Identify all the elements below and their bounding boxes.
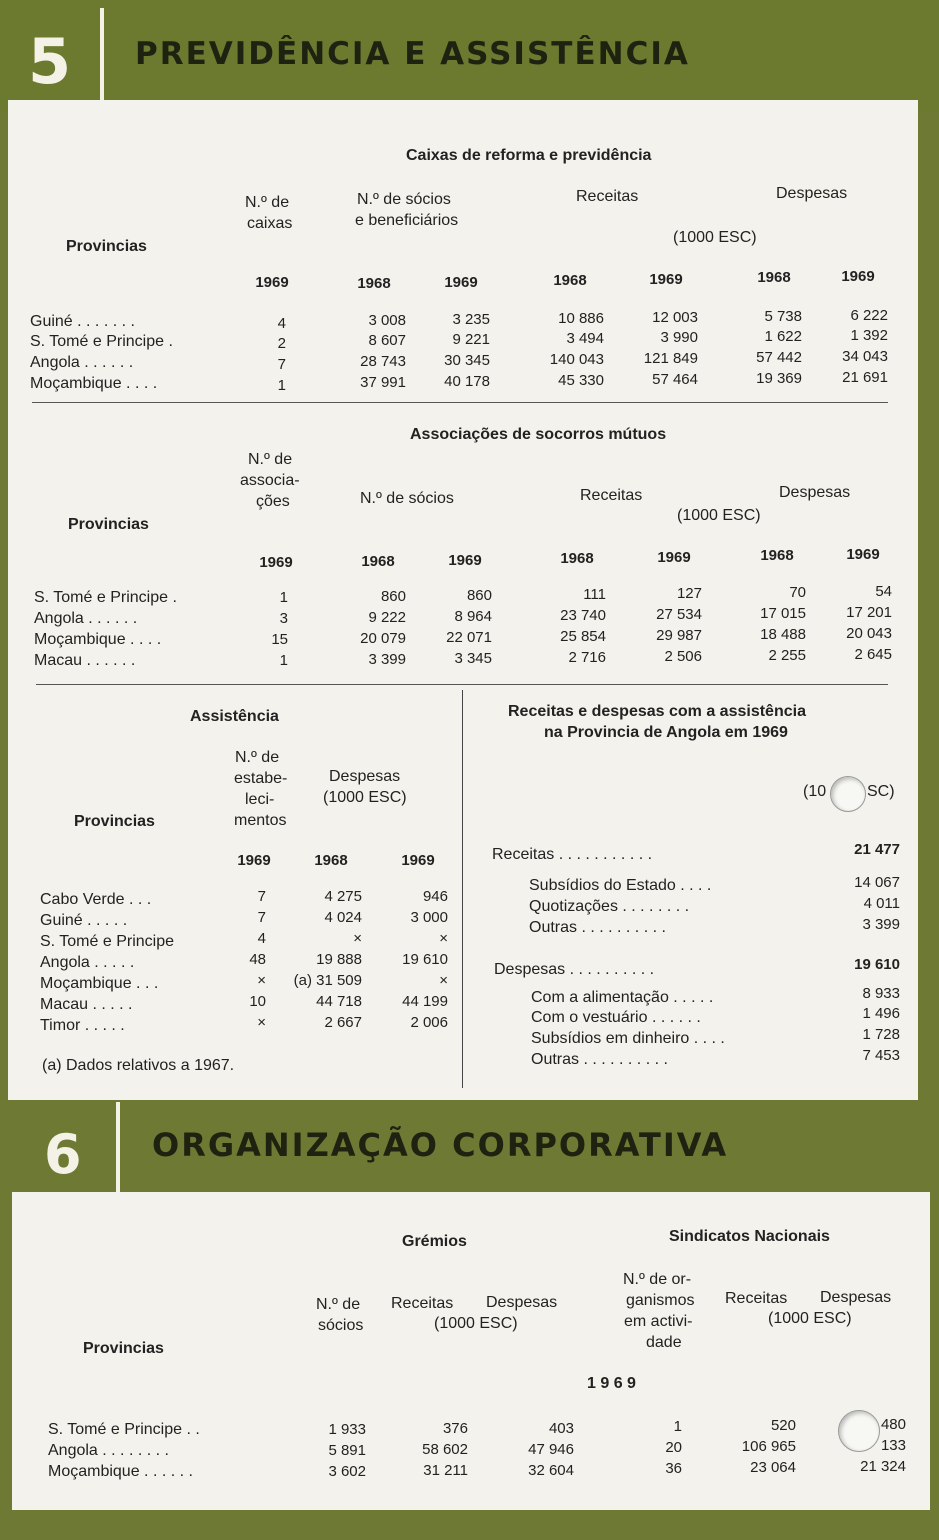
table-cell: 1 (279, 589, 288, 606)
line-item-value: 8 933 (862, 985, 900, 1002)
table-cell: 2 (277, 335, 286, 352)
punch-hole (838, 1410, 880, 1452)
year-label: 1969 (237, 852, 271, 869)
table-cell: 54 (875, 583, 892, 600)
table-cell: 44 199 (402, 993, 448, 1010)
province-name: Guiné . . . . . . . (30, 313, 135, 330)
section-5-title: PREVIDÊNCIA E ASSISTÊNCIA (135, 36, 690, 72)
table-cell: 44 718 (316, 993, 362, 1010)
corp-header-organismos-3: em activi- (624, 1313, 693, 1330)
corp-header-despesas-2: Despesas (820, 1289, 892, 1306)
table-cell: 7 (257, 888, 266, 905)
line-item-label: Subsídios do Estado . . . . (529, 877, 712, 894)
line-item-label: Outras . . . . . . . . . . (531, 1051, 668, 1068)
receitas-total: 21 477 (854, 841, 900, 858)
table-cell: 2 645 (854, 646, 892, 663)
table-cell: × (257, 1014, 266, 1031)
line-item-value: 14 067 (854, 874, 900, 891)
table-cell: 34 043 (842, 348, 888, 365)
table-cell: 12 003 (652, 309, 698, 326)
table-cell: 4 024 (324, 909, 362, 926)
table-cell: × (439, 972, 448, 989)
line-item-value: 3 399 (862, 916, 900, 933)
province-name: Moçambique . . . (40, 975, 159, 992)
caixas-title: Caixas de reforma e previdência (406, 147, 652, 164)
table-cell: 20 (665, 1439, 682, 1456)
table-cell: 32 604 (528, 1462, 574, 1479)
province-name: Guiné . . . . . (40, 912, 128, 929)
year-label: 1969 (649, 271, 683, 288)
caixas-header-unit: (1000 ESC) (673, 229, 757, 246)
year-label: 1969 (841, 268, 875, 285)
table-cell: 3 494 (566, 330, 604, 347)
year-label: 1969 (401, 852, 435, 869)
angola-title: Receitas e despesas com a assistência (508, 703, 806, 720)
table-cell: 7 (277, 356, 286, 373)
table-cell: 121 849 (643, 350, 698, 367)
table-cell: 31 211 (423, 1462, 468, 1479)
table-cell: 5 738 (764, 308, 802, 325)
table-cell: 3 990 (660, 329, 698, 346)
year-label: 1968 (314, 852, 348, 869)
table-cell: 3 008 (368, 312, 406, 329)
province-name: Macau . . . . . . (34, 652, 136, 669)
assoc-header-provincias: Provincias (68, 516, 149, 533)
table-cell: 2 255 (768, 647, 806, 664)
table-cell: 22 071 (446, 629, 492, 646)
table-cell: 30 345 (444, 352, 490, 369)
table-cell: 36 (665, 1460, 682, 1477)
province-name: S. Tomé e Principe . (30, 333, 173, 350)
caixas-header-ncaixas-2: caixas (247, 215, 293, 232)
table-cell: 2 667 (324, 1014, 362, 1031)
corp-header-organismos: N.º de or- (623, 1271, 692, 1288)
year-label: 1968 (760, 547, 794, 564)
table-cell: 40 178 (444, 373, 490, 390)
table-cell: 1 (277, 377, 286, 394)
corp-header-socios: N.º de (316, 1296, 361, 1313)
assoc-header-unit: (1000 ESC) (677, 507, 761, 524)
assoc-header-receitas: Receitas (580, 487, 643, 504)
corp-header-despesas: Despesas (486, 1294, 558, 1311)
table-cell: 3 399 (368, 651, 406, 668)
caixas-header-ncaixas: N.º de (245, 194, 290, 211)
punch-hole (830, 776, 866, 812)
province-name: S. Tomé e Principe . (34, 589, 177, 606)
year-label: 1968 (361, 553, 395, 570)
table-cell: × (353, 930, 362, 947)
table-cell: 3 345 (454, 650, 492, 667)
divider-line (36, 684, 888, 685)
province-name: Angola . . . . . (40, 954, 135, 971)
section-5-number: 5 (28, 25, 72, 98)
table-cell: 9 221 (452, 331, 490, 348)
table-cell: 3 (279, 610, 288, 627)
table-cell: 3 602 (328, 1463, 366, 1480)
table-cell: 1 (279, 652, 288, 669)
table-cell: 57 464 (652, 371, 698, 388)
table-cell: 17 201 (846, 604, 892, 621)
table-cell: 45 330 (558, 372, 604, 389)
table-cell: 111 (583, 586, 606, 603)
table-cell: 520 (770, 1417, 796, 1434)
table-cell: 860 (466, 587, 492, 604)
divider-line (32, 402, 888, 403)
table-cell: 5 891 (328, 1442, 366, 1459)
table-cell: × (439, 930, 448, 947)
caixas-header-socios-2: e beneficiários (355, 212, 459, 229)
year-label: 1968 (553, 272, 587, 289)
year-label: 1969 (846, 546, 880, 563)
section-6-number: 6 (44, 1123, 82, 1186)
corp-header-unit: (1000 ESC) (434, 1315, 518, 1332)
line-item-value: 4 011 (863, 895, 900, 912)
column-divider (462, 690, 463, 1088)
assist-title: Assistência (190, 708, 279, 725)
table-cell: 1 (673, 1418, 682, 1435)
table-cell: 140 043 (549, 351, 604, 368)
province-name: Timor . . . . . (40, 1017, 125, 1034)
province-name: Angola . . . . . . . . (48, 1442, 169, 1459)
province-name: Angola . . . . . . (34, 610, 138, 627)
year-label: 1968 (757, 269, 791, 286)
assist-header-nestab-3: leci- (245, 791, 275, 808)
year-label: 1969 (259, 554, 293, 571)
table-cell: 29 987 (656, 627, 702, 644)
table-cell: 20 043 (846, 625, 892, 642)
table-cell: 1 933 (328, 1421, 366, 1438)
table-cell: 376 (442, 1420, 468, 1437)
table-cell: 8 607 (368, 332, 406, 349)
table-cell: 19 369 (756, 370, 802, 387)
table-cell: 21 324 (860, 1458, 906, 1475)
table-cell: 403 (548, 1420, 574, 1437)
table-cell: 1 622 (764, 328, 802, 345)
table-cell: 2 716 (568, 649, 606, 666)
table-cell: 37 991 (360, 374, 406, 391)
table-cell: 860 (380, 588, 406, 605)
table-cell: 2 006 (410, 1014, 448, 1031)
table-cell: 25 854 (560, 628, 606, 645)
year-label: 1968 (357, 275, 391, 292)
table-cell: 7 (257, 909, 266, 926)
assist-header-nestab-4: mentos (234, 812, 287, 829)
province-name: Moçambique . . . . (30, 375, 158, 392)
corp-header-sindicatos: Sindicatos Nacionais (669, 1228, 830, 1245)
province-name: Moçambique . . . . . . (48, 1463, 193, 1480)
corp-header-receitas: Receitas (391, 1295, 454, 1312)
table-cell: 106 965 (741, 1438, 796, 1455)
year-label: 1969 (448, 552, 482, 569)
table-cell: 48 (249, 951, 266, 968)
table-cell: 21 691 (842, 369, 888, 386)
table-cell: 23 064 (750, 1459, 796, 1476)
province-name: Angola . . . . . . (30, 354, 134, 371)
caixas-header-receitas: Receitas (576, 188, 639, 205)
table-cell: 133 (880, 1437, 906, 1454)
table-cell: 28 743 (360, 353, 406, 370)
line-item-label: Subsídios em dinheiro . . . . (531, 1030, 725, 1047)
assist-header-nestab: N.º de (235, 749, 280, 766)
table-cell: 3 000 (410, 909, 448, 926)
province-name: Macau . . . . . (40, 996, 133, 1013)
assist-header-nestab-2: estabe- (234, 770, 288, 787)
corp-header-receitas-2: Receitas (725, 1290, 788, 1307)
line-item-label: Quotizações . . . . . . . . (529, 898, 690, 915)
table-cell: 20 079 (360, 630, 406, 647)
table-cell: 10 886 (558, 310, 604, 327)
despesas-label: Despesas . . . . . . . . . . (494, 961, 655, 978)
table-cell: 18 488 (760, 626, 806, 643)
line-item-value: 7 453 (862, 1047, 900, 1064)
year-label: 1969 (657, 549, 691, 566)
assoc-header-nassoc-2: associa- (240, 472, 300, 489)
corp-header-socios-2: sócios (318, 1317, 364, 1334)
table-cell: 47 946 (528, 1441, 574, 1458)
assoc-header-nassoc-3: ções (256, 493, 290, 510)
assoc-header-socios: N.º de sócios (360, 490, 454, 507)
despesas-total: 19 610 (854, 956, 900, 973)
table-cell: 480 (880, 1416, 906, 1433)
year-label: 1969 (255, 274, 289, 291)
assist-footnote: (a) Dados relativos a 1967. (42, 1057, 235, 1074)
table-cell: 58 602 (422, 1441, 468, 1458)
province-name: Moçambique . . . . (34, 631, 162, 648)
section-6-title: ORGANIZAÇÃO CORPORATIVA (152, 1126, 729, 1164)
table-cell: (a) 31 509 (293, 972, 362, 989)
assist-header-unit: (1000 ESC) (323, 789, 407, 806)
province-name: S. Tomé e Principe . . (48, 1421, 200, 1438)
section-6-divider (116, 1102, 120, 1202)
table-cell: 4 275 (324, 888, 362, 905)
table-cell: 4 (257, 930, 266, 947)
province-name: Cabo Verde . . . (40, 891, 152, 908)
province-name: S. Tomé e Principe (40, 933, 174, 950)
table-cell: 1 392 (850, 327, 888, 344)
table-cell: 8 964 (454, 608, 492, 625)
corp-header-provincias: Provincias (83, 1340, 164, 1357)
angola-unit-right: SC) (867, 783, 895, 800)
table-cell: 27 534 (656, 606, 702, 623)
table-cell: 70 (789, 584, 806, 601)
line-item-value: 1 728 (862, 1026, 900, 1043)
table-cell: 9 222 (368, 609, 406, 626)
table-cell: 15 (271, 631, 288, 648)
corp-header-organismos-2: ganismos (626, 1292, 695, 1309)
section-5-divider (100, 8, 104, 112)
caixas-header-despesas: Despesas (776, 185, 848, 202)
assoc-title: Associações de socorros mútuos (410, 426, 667, 443)
line-item-label: Com a alimentação . . . . . (531, 989, 714, 1006)
table-cell: 4 (277, 315, 286, 332)
angola-unit-left: (10 (803, 783, 827, 800)
assist-header-despesas: Despesas (329, 768, 401, 785)
angola-title-2: na Provincia de Angola em 1969 (544, 724, 788, 741)
table-cell: 57 442 (756, 349, 802, 366)
table-cell: 19 888 (316, 951, 362, 968)
corp-header-organismos-4: dade (646, 1334, 682, 1351)
receitas-label: Receitas . . . . . . . . . . . (492, 846, 653, 863)
table-cell: 6 222 (850, 307, 888, 324)
table-cell: × (257, 972, 266, 989)
assoc-header-nassoc: N.º de (248, 451, 293, 468)
caixas-header-provincias: Provincias (66, 238, 147, 255)
corp-header-unit-2: (1000 ESC) (768, 1310, 852, 1327)
year-label: 1968 (560, 550, 594, 567)
table-cell: 23 740 (560, 607, 606, 624)
corp-year: 1 9 6 9 (587, 1375, 636, 1392)
caixas-header-socios: N.º de sócios (357, 191, 451, 208)
table-cell: 19 610 (402, 951, 448, 968)
table-cell: 3 235 (452, 311, 490, 328)
table-cell: 127 (676, 585, 702, 602)
line-item-label: Outras . . . . . . . . . . (529, 919, 666, 936)
assoc-header-despesas: Despesas (779, 484, 851, 501)
table-cell: 10 (249, 993, 266, 1010)
corp-header-gremios: Grémios (402, 1233, 467, 1250)
table-cell: 2 506 (664, 648, 702, 665)
table-cell: 17 015 (760, 605, 806, 622)
line-item-value: 1 496 (862, 1005, 900, 1022)
year-label: 1969 (444, 274, 478, 291)
assist-header-provincias: Provincias (74, 813, 155, 830)
line-item-label: Com o vestuário . . . . . . (531, 1009, 701, 1026)
table-cell: 946 (422, 888, 448, 905)
